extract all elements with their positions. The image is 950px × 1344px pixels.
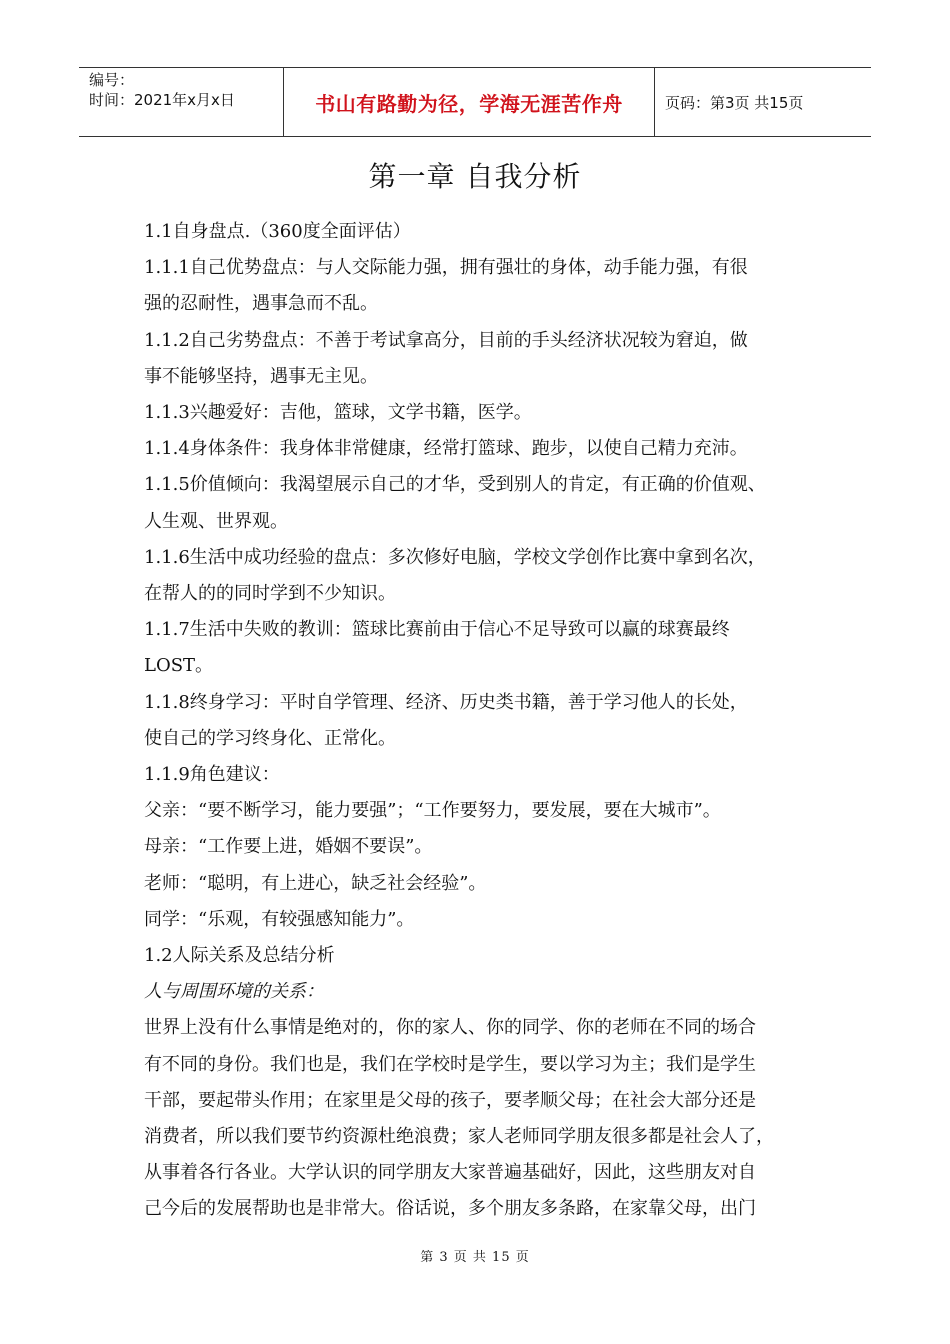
text-line: 老师：“聪明，有上进心，缺乏社会经验”。 [144, 872, 487, 894]
chapter-title: 第一章 自我分析 [368, 160, 582, 193]
doc-date: 时间：2021年x月x日 [89, 91, 235, 109]
text-line: 1.1.4身体条件：我身体非常健康，经常打篮球、跑步，以使自己精力充沛。 [144, 438, 748, 460]
text-line: 1.1.7生活中失败的教训：篮球比赛前由于信心不足导致可以赢的球赛最终 [144, 619, 730, 641]
text-line: 消费者，所以我们要节约资源杜绝浪费；家人老师同学朋友很多都是社会人了， [144, 1126, 774, 1148]
text-line: 母亲：“工作要上进，婚姻不要误”。 [144, 836, 433, 858]
text-line: 干部，要起带头作用；在家里是父母的孩子，要孝顺父母；在社会大部分还是 [144, 1089, 756, 1111]
header-meta [79, 68, 283, 136]
text-line: 1.1.3兴趣爱好：吉他，篮球，文学书籍，医学。 [144, 402, 532, 424]
header-page-info: 页码：第3页 共15页 [665, 93, 804, 112]
header-motto: 书山有路勤为径，学海无涯苦作舟 [283, 68, 655, 136]
subheading: 人与周围环境的关系： [144, 981, 324, 1003]
text-line: LOST。 [144, 655, 214, 677]
text-line: 在帮人的的同时学到不少知识。 [144, 583, 396, 605]
text-line: 1.1自身盘点.（360度全面评估） [144, 221, 411, 242]
text-line: 强的忍耐性，遇事急而不乱。 [144, 293, 378, 315]
text-line: 有不同的身份。我们也是，我们在学校时是学生，要以学习为主；我们是学生 [144, 1053, 756, 1075]
text-line: 父亲：“要不断学习，能力要强”；“工作要努力，要发展，要在大城市”。 [144, 800, 721, 822]
text-line: 1.1.9角色建议： [144, 764, 280, 786]
text-line: 1.1.5价值倾向：我渴望展示自己的才华，受到别人的肯定，有正确的价值观、 [144, 474, 766, 496]
text-line: 同学：“乐观，有较强感知能力”。 [144, 908, 415, 930]
text-line: 事不能够坚持，遇事无主见。 [144, 365, 378, 387]
page-footer: 第 3 页 共 15 页 [420, 1250, 530, 1265]
text-line: 己今后的发展帮助也是非常大。俗话说，多个朋友多条路，在家靠父母，出门 [144, 1198, 756, 1220]
text-line: 1.1.1自己优势盘点：与人交际能力强，拥有强壮的身体，动手能力强，有很 [144, 257, 748, 279]
text-line: 1.1.8终身学习：平时自学管理、经济、历史类书籍，善于学习他人的长处， [144, 691, 748, 713]
doc-number-label: 编号： [89, 71, 135, 89]
section-heading: 1.2人际关系及总结分析 [144, 945, 335, 967]
body-text [144, 214, 816, 1228]
text-line: 世界上没有什么事情是绝对的，你的家人、你的同学、你的老师在不同的场合 [144, 1017, 756, 1039]
text-line: 使自己的学习终身化、正常化。 [144, 727, 396, 749]
text-line: 1.1.6生活中成功经验的盘点：多次修好电脑，学校文学创作比赛中拿到名次， [144, 546, 766, 568]
text-line: 从事着各行各业。大学认识的同学朋友大家普遍基础好，因此，这些朋友对自 [144, 1162, 756, 1184]
text-line: 1.1.2自己劣势盘点：不善于考试拿高分，目前的手头经济状况较为窘迫，做 [144, 329, 748, 351]
page-header [79, 67, 871, 137]
text-line: 人生观、世界观。 [144, 510, 288, 532]
